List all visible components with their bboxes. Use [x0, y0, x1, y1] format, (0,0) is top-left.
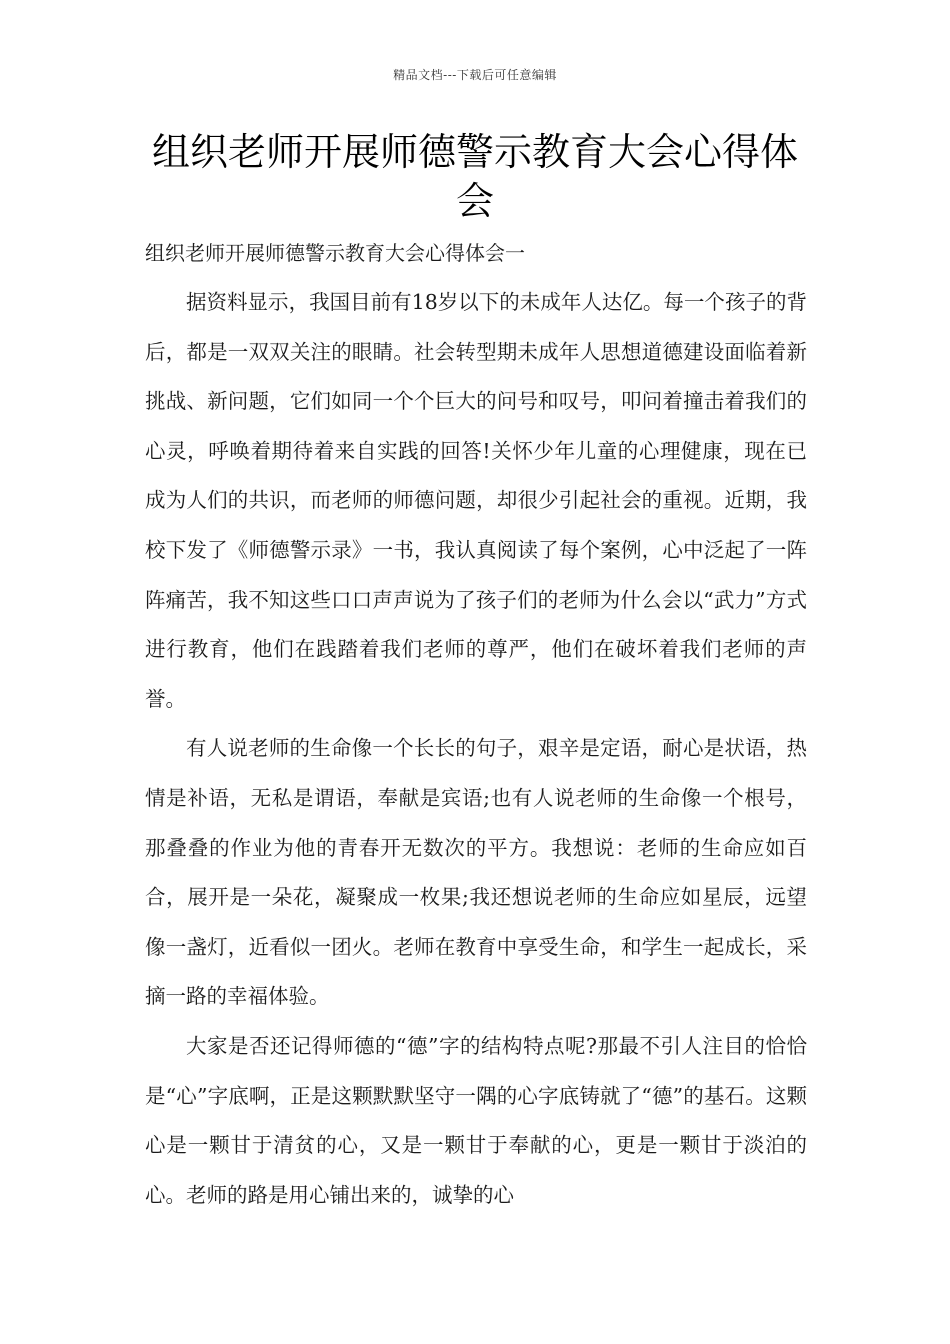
header-note: 精品文档---下载后可任意编辑 [393, 68, 557, 82]
paragraph-2: 有人说老师的生命像一个长长的句子，艰辛是定语，耐心是状语，热情是补语，无私是谓语，奉献是宾语;也有人说老师的生命像一个根号，那叠叠的作业为他的青春开无数次的平方。我想说：老师的生命应如百合，展开是一朵花，凝聚成一枚果;我还想说老师的生命应如星辰，远望像一盏灯，近看似一团火。老师在教育中享受生命，和学生一起成长，采摘一路的幸福体验。 [145, 736, 807, 1009]
document-title: 组织老师开展师德警示教育大会心得体会 [151, 130, 798, 223]
paragraph-1: 据资料显示，我国目前有18岁以下的未成年人达亿。每一个孩子的背后，都是一双双关注的眼睛。社会转型期未成年人思想道德建设面临着新挑战、新问题，它们如同一个个巨大的问号和叹号，叩问着撞击着我们的心灵，呼唤着期待着来自实践的回答!关怀少年儿童的心理健康，现在已成为人们的共识，而老师的师德问题，却很少引起社会的重视。近期，我校下发了《师德警示录》一书，我认真阅读了每个案例，心中泛起了一阵阵痛苦，我不知这些口口声声说为了孩子们的老师为什么会以“武力”方式进行教育，他们在践踏着我们老师的尊严，他们在破坏着我们老师的声誉。 [145, 290, 807, 711]
section-subtitle: 组织老师开展师德警示教育大会心得体会一 [145, 241, 525, 265]
document-body [145, 278, 807, 1220]
paragraph-3: 大家是否还记得师德的“德”字的结构特点呢?那最不引人注目的恰恰是“心”字底啊，正是这颗默默坚守一隅的心字底铸就了“德”的基石。这颗心是一颗甘于清贫的心，又是一颗甘于奉献的心，更是一颗甘于淡泊的心。老师的路是用心铺出来的，诚挚的心 [145, 1033, 807, 1207]
